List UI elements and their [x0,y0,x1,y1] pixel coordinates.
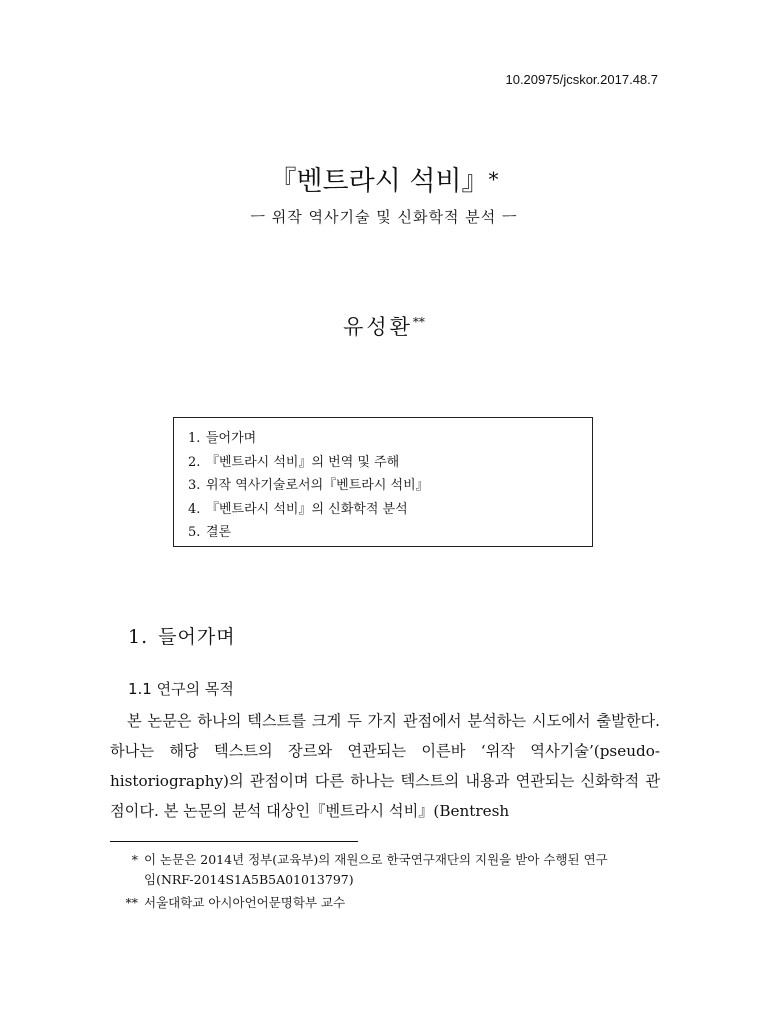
toc-item-number: 2. [188,454,201,470]
footnote-text: 이 논문은 2014년 정부(교육부)의 재원으로 한국연구재단의 지원을 받아 수행된 연구 [144,852,608,867]
toc-item-label: 들어가며 [206,431,257,446]
toc-item-number: 5. [188,525,201,540]
toc-item-label: 결론 [206,525,232,540]
paper-title-text: 『벤트라시 석비』 [269,166,489,197]
author-footnote-mark[interactable]: ** [412,315,425,329]
title-footnote-mark[interactable]: * [488,167,499,191]
author-name: 유성환 [343,315,413,339]
subsection-heading: 1.1 연구의 목적 [128,680,234,698]
section-heading [128,622,236,649]
table-of-contents [173,417,593,547]
toc-item[interactable] [188,451,578,475]
toc-item-label: 『벤트라시 석비』의 번역 및 주해 [206,454,400,470]
toc-item-number: 4. [188,501,201,517]
toc-item-number: 1. [188,431,201,446]
toc-item[interactable] [188,498,578,522]
toc-item-label: 『벤트라시 석비』의 신화학적 분석 [206,501,408,517]
footnote-affiliation [110,893,670,913]
footnote-funding [110,850,670,890]
toc-item-label: 위작 역사기술로서의『벤트라시 석비』 [206,478,429,493]
footnote-divider [110,841,358,842]
section-title: 들어가며 [158,626,236,648]
paper-subtitle: ㅡ 위작 역사기술 및 신화학적 분석 ㅡ [250,208,518,226]
body-paragraph: 본 논문은 하나의 텍스트를 크게 두 가지 관점에서 분석하는 시도에서 출발한다. 하나는 해당 텍스트의 장르와 연관되는 이른바 ‘위작 역사기술’(pseudo-historiography)의 관점이며 다른 하나는 텍스트의 내용과 연관되는 신화학적 관점이다. 본 논문의 분석 대상인『벤트라시 석비』(Bentresh [110,712,660,820]
toc-item[interactable] [188,474,578,498]
section-number: 1. [128,626,149,648]
footnote-text-continued: 임(NRF-2014S1A5B5A01013797) [144,872,354,887]
paper-title [0,162,768,199]
body-text [110,706,660,826]
toc-item[interactable] [188,521,578,545]
toc-item[interactable] [188,427,578,451]
footnote-text: 서울대학교 아시아언어문명학부 교수 [144,895,346,910]
toc-item-number: 3. [188,478,201,493]
footnote-mark: * [131,852,138,867]
footnote-mark: ** [125,895,138,910]
doi-label: 10.20975/jcskor.2017.48.7 [505,72,658,87]
author-name-line [0,311,768,341]
